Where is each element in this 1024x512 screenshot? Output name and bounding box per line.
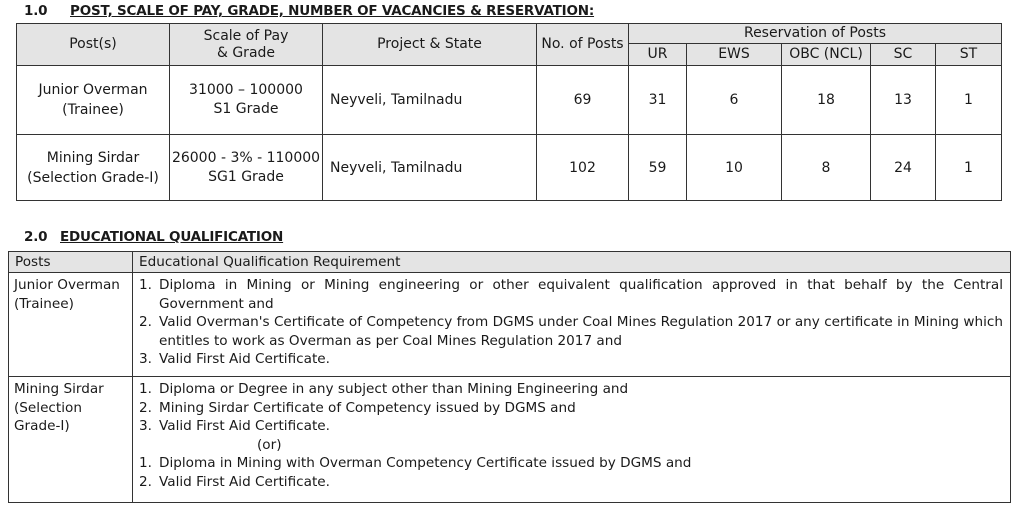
- section-2-heading: [24, 229, 283, 245]
- ur-cell: 59: [629, 135, 687, 201]
- post-cell: [9, 377, 133, 503]
- post-cell: [9, 273, 133, 377]
- list-item: 2. Valid Overman's Certificate of Competency from DGMS under Coal Mines Regulation 2017 or any certificate in Mining which entitles to work as Overman as per Coal Mines Regulation 2017 and: [139, 314, 1003, 349]
- post-line1: Mining Sirdar: [46, 149, 140, 166]
- section-1-number: 1.0: [24, 3, 48, 19]
- section-1-heading: [24, 3, 594, 19]
- pay-scale: 31000 – 100000: [189, 82, 303, 98]
- post-line: Junior Overman: [14, 277, 120, 293]
- project-cell: Neyveli, Tamilnadu: [323, 66, 537, 135]
- st-cell: 1: [936, 66, 1002, 135]
- posts-cell: 102: [537, 135, 629, 201]
- obc-cell: 8: [782, 135, 871, 201]
- header-scale: [170, 24, 323, 66]
- post-line2: (Selection Grade-I): [27, 169, 159, 186]
- post-line2: (Trainee): [62, 102, 124, 118]
- table-row: [9, 273, 1011, 377]
- header-scale-line1: Scale of Pay: [203, 27, 289, 44]
- requirement-list: [139, 380, 1003, 436]
- header-post: Post(s): [17, 24, 170, 66]
- or-separator: (or): [257, 436, 282, 453]
- post-line: Grade-I): [14, 418, 70, 435]
- table-row: [9, 377, 1011, 503]
- ews-cell: 10: [687, 135, 782, 201]
- qualification-header-row: [9, 252, 1011, 273]
- sc-cell: 24: [871, 135, 936, 201]
- requirement-cell: [133, 377, 1011, 503]
- header-scale-line2: & Grade: [216, 44, 276, 61]
- list-item: 2. Mining Sirdar Certificate of Competency issued by DGMS and: [139, 399, 576, 416]
- list-item: 1. Diploma in Mining with Overman Competency Certificate issued by DGMS and: [139, 455, 692, 472]
- list-item: 2. Valid First Aid Certificate.: [139, 473, 330, 490]
- vacancy-table: [16, 23, 1002, 201]
- section-2-title: EDUCATIONAL QUALIFICATION: [60, 229, 284, 245]
- post-line: (Trainee): [14, 295, 74, 312]
- obc-cell: 18: [782, 66, 871, 135]
- sc-cell: 13: [871, 66, 936, 135]
- header-ews: EWS: [687, 44, 782, 66]
- requirement-cell: [133, 273, 1011, 377]
- post-line: (Selection: [14, 399, 82, 416]
- header-requirement: Educational Qualification Requirement: [133, 252, 1011, 273]
- post-cell: [17, 135, 170, 201]
- header-reservation: Reservation of Posts: [629, 24, 1002, 44]
- header-st: ST: [936, 44, 1002, 66]
- requirement-list: [139, 276, 1003, 369]
- post-line: Mining Sirdar: [14, 381, 104, 397]
- project-cell: Neyveli, Tamilnadu: [323, 135, 537, 201]
- table-row: [17, 135, 1002, 201]
- post-line1: Junior Overman: [38, 82, 148, 98]
- ur-cell: 31: [629, 66, 687, 135]
- header-obc: OBC (NCL): [782, 44, 871, 66]
- qualification-table: [8, 251, 1011, 503]
- pay-cell: [170, 66, 323, 135]
- pay-grade: SG1 Grade: [208, 168, 284, 185]
- header-num-posts: No. of Posts: [537, 24, 629, 66]
- header-sc: SC: [871, 44, 936, 66]
- ews-cell: 6: [687, 66, 782, 135]
- section-2-number: 2.0: [24, 229, 48, 245]
- list-item: 1. Diploma or Degree in any subject other than Mining Engineering and: [139, 381, 629, 397]
- posts-cell: 69: [537, 66, 629, 135]
- post-cell: [17, 66, 170, 135]
- section-1-title: POST, SCALE OF PAY, GRADE, NUMBER OF VACANCIES & RESERVATION:: [70, 3, 595, 19]
- st-cell: 1: [936, 135, 1002, 201]
- header-project: Project & State: [323, 24, 537, 66]
- list-item: 1. Diploma in Mining or Mining engineering or other equivalent qualification approved in that behalf by the Central Government and: [139, 277, 1003, 312]
- list-item: 3. Valid First Aid Certificate.: [139, 351, 330, 368]
- header-ur: UR: [629, 44, 687, 66]
- pay-scale: 26000 - 3% - 110000: [171, 149, 321, 166]
- vacancy-header-row: [17, 24, 1002, 44]
- pay-grade: S1 Grade: [213, 101, 279, 117]
- header-posts: Posts: [9, 252, 133, 273]
- list-item: 3. Valid First Aid Certificate.: [139, 418, 330, 435]
- pay-cell: [170, 135, 323, 201]
- alternate-requirement-list: [139, 454, 1003, 491]
- table-row: [17, 66, 1002, 135]
